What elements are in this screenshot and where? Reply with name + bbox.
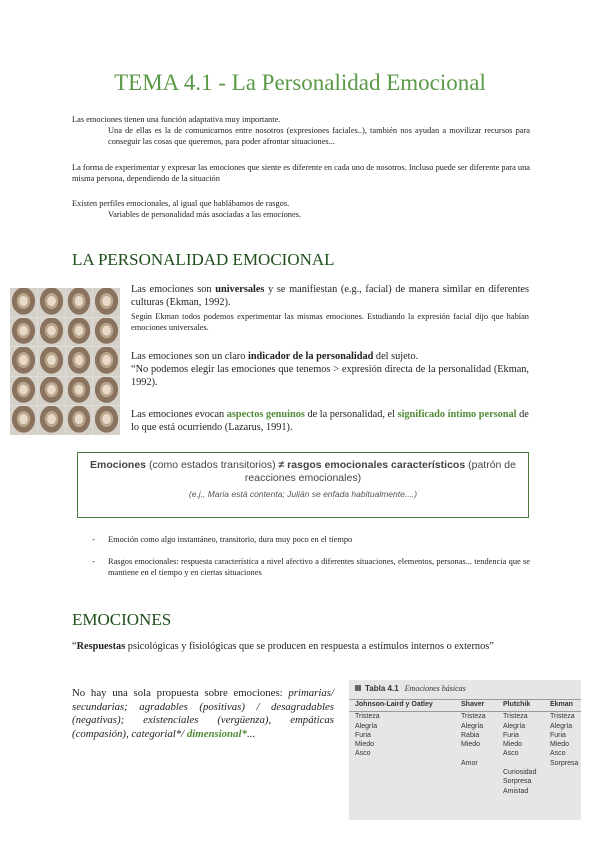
text-span: (patrón de reacciones emocionales): [244, 459, 516, 484]
column-head: Ekman: [550, 701, 573, 708]
page-title: TEMA 4.1 - La Personalidad Emocional: [114, 70, 486, 95]
list-item-text: Emoción como algo instantáneo, transitorio, dura muy poco en el tiempo: [108, 535, 353, 544]
table-cell: Alegría: [503, 722, 526, 730]
face-photo: [38, 288, 65, 317]
text-span: Las emociones evocan: [131, 409, 227, 420]
table-cell: Sorpresa: [550, 759, 579, 767]
face-photo: [66, 406, 93, 435]
table-cell: Tristeza: [355, 713, 380, 721]
universal-paragraph: [131, 283, 529, 333]
table-column: [503, 700, 536, 796]
definition-quote: [72, 640, 530, 653]
face-photo: [38, 377, 65, 406]
bold-term: Respuestas: [76, 641, 126, 652]
intro-line-3b: Variables de personalidad más asociadas a las emociones.: [108, 210, 302, 219]
list-dash: -: [92, 557, 95, 566]
emotions-vs-traits-box: [77, 452, 529, 518]
table-cell-empty: [461, 749, 486, 758]
text-span: psicológicas y fisiológicas que se producen en respuesta a estímulos internos o externos”: [125, 641, 494, 652]
table-cell: Miedo: [355, 741, 375, 749]
column-head: Plutchik: [503, 701, 531, 708]
text-span: de lo que está ocurriendo (Lazarus, 1991).: [131, 409, 529, 433]
box-example: (e.j., Maria está contenta; Julián se enfada habitualmente....): [188, 489, 418, 499]
table-cell: Furia: [355, 731, 371, 739]
bold-term: Emociones: [90, 459, 147, 471]
table-cell: Alegría: [550, 722, 573, 730]
highlight-term: significado íntimo personal: [397, 409, 517, 420]
face-photo: [93, 347, 120, 376]
list-dash: -: [92, 535, 95, 544]
table-column: [550, 700, 578, 768]
list-item-text: Rasgos emocionales: respuesta característica a nivel afectivo a diferentes situaciones, elementos, personas... tendencia que se mantiene en el tiempo y en ciertas situaciones: [108, 557, 530, 577]
genuine-paragraph: [131, 408, 529, 434]
universal-note: Según Ekman todos podemos experimentar las mismas emociones. Estudiando la expresión facial dijo que habían emociones universales.: [131, 312, 529, 332]
highlight-term: dimensional*: [186, 727, 247, 740]
face-photo: [10, 318, 37, 347]
box-statement: [78, 459, 528, 485]
text-span: Las emociones son: [131, 284, 216, 295]
table-cell: Miedo: [461, 741, 481, 749]
face-photo: [10, 288, 37, 317]
face-photo: [66, 377, 93, 406]
table-cell: Asco: [550, 750, 566, 758]
intro-line-3a: Existen perfiles emocionales, al igual que hablábamos de rasgos.: [72, 199, 290, 208]
table-cell: Furia: [550, 731, 566, 739]
text-span: ...: [246, 727, 255, 740]
table-column: [461, 700, 486, 768]
intro-line-1: Las emociones tienen una función adaptativa muy importante.: [72, 115, 281, 124]
face-photo: [66, 288, 93, 317]
text-span: de la personalidad, el: [304, 409, 398, 420]
text-span: (como estados transitorios): [146, 459, 279, 471]
column-head: Johnson-Laird y Oatley: [355, 701, 433, 708]
table-cell: Miedo: [503, 741, 523, 749]
bold-term: universales: [215, 284, 265, 295]
face-photo: [66, 318, 93, 347]
bold-term: indicador de la personalidad: [247, 351, 374, 362]
table-cell: Asco: [355, 750, 371, 758]
face-photo: [10, 406, 37, 435]
italic-text: primarias/ secundarias; agradables (positivas) / desagradables (negativas); existenciales (vergüenza), empáticas (compasión), categorial*/: [72, 687, 334, 740]
text-span: “: [72, 641, 77, 652]
face-photo: [93, 288, 120, 317]
table-column: [355, 700, 433, 759]
face-photo: [38, 318, 65, 347]
square-icon: [355, 685, 361, 691]
text-span: No hay una sola propuesta sobre emociones:: [72, 687, 289, 699]
basic-emotions-table-image: [349, 680, 581, 820]
text-span: y se manifiestan (e.g., facial) de manera similar en diferentes culturas (Ekman, 1992).: [131, 284, 530, 308]
face-photo: [66, 347, 93, 376]
table-cell: Tristeza: [503, 713, 528, 721]
table-cell: Amor: [461, 759, 478, 767]
table-cell: Sorpresa: [503, 778, 532, 786]
column-head: Shaver: [461, 701, 485, 708]
table-cell: Furia: [503, 731, 519, 739]
table-cell: Asco: [503, 750, 519, 758]
face-photo: [93, 406, 120, 435]
intro-paragraph-3: [72, 198, 530, 220]
face-photo: [38, 347, 65, 376]
intro-paragraph-2: La forma de experimentar y expresar las emociones que siente es diferente en cada uno de nosotros. Incluso puede ser diferente para una misma persona, dependiendo de la situación: [72, 163, 530, 183]
text-span: Las emociones son un claro: [131, 351, 248, 362]
indicator-quote: “No podemos elegir las emociones que tenemos > expresión directa de la personalidad (Ekman, 1992).: [131, 364, 529, 388]
table-cell: Tristeza: [550, 713, 575, 721]
text-span: del sujeto.: [373, 351, 419, 362]
table-cell: Alegría: [355, 722, 378, 730]
highlight-term: aspectos genuinos: [226, 409, 305, 420]
face-photo: [10, 347, 37, 376]
list-item: [92, 534, 530, 545]
intro-paragraph: [72, 114, 530, 147]
face-photo: [10, 377, 37, 406]
face-photo: [93, 318, 120, 347]
table-cell: Alegría: [461, 722, 484, 730]
section-heading-emociones: EMOCIONES: [72, 610, 172, 629]
table-cell: Tristeza: [461, 713, 486, 721]
table-cell: Curiosidad: [503, 769, 537, 777]
table-cell: Amistad: [503, 787, 529, 795]
table-cell-empty: [503, 759, 536, 768]
table-cell: Rabia: [461, 731, 480, 739]
table-cell: Miedo: [550, 741, 570, 749]
proposals-paragraph: [72, 687, 334, 741]
caption-title: Emociones básicas: [404, 684, 466, 693]
list-item: [92, 556, 530, 578]
face-photo: [93, 377, 120, 406]
bold-term: ≠ rasgos emocionales característicos: [278, 459, 466, 471]
indicator-paragraph: [131, 350, 529, 389]
caption-label: Tabla 4.1: [365, 684, 399, 693]
table-caption: [355, 684, 466, 693]
intro-line-2: Una de ellas es la de comunicarnos entre nosotros (expresiones faciales..), también nos ayudan a movilizar recursos para conseguir las cosas que queremos, para poder afrontar situaciones...: [108, 126, 530, 146]
faces-collage-image: [10, 288, 120, 435]
face-photo: [38, 406, 65, 435]
section-heading-personalidad: LA PERSONALIDAD EMOCIONAL: [72, 250, 335, 269]
